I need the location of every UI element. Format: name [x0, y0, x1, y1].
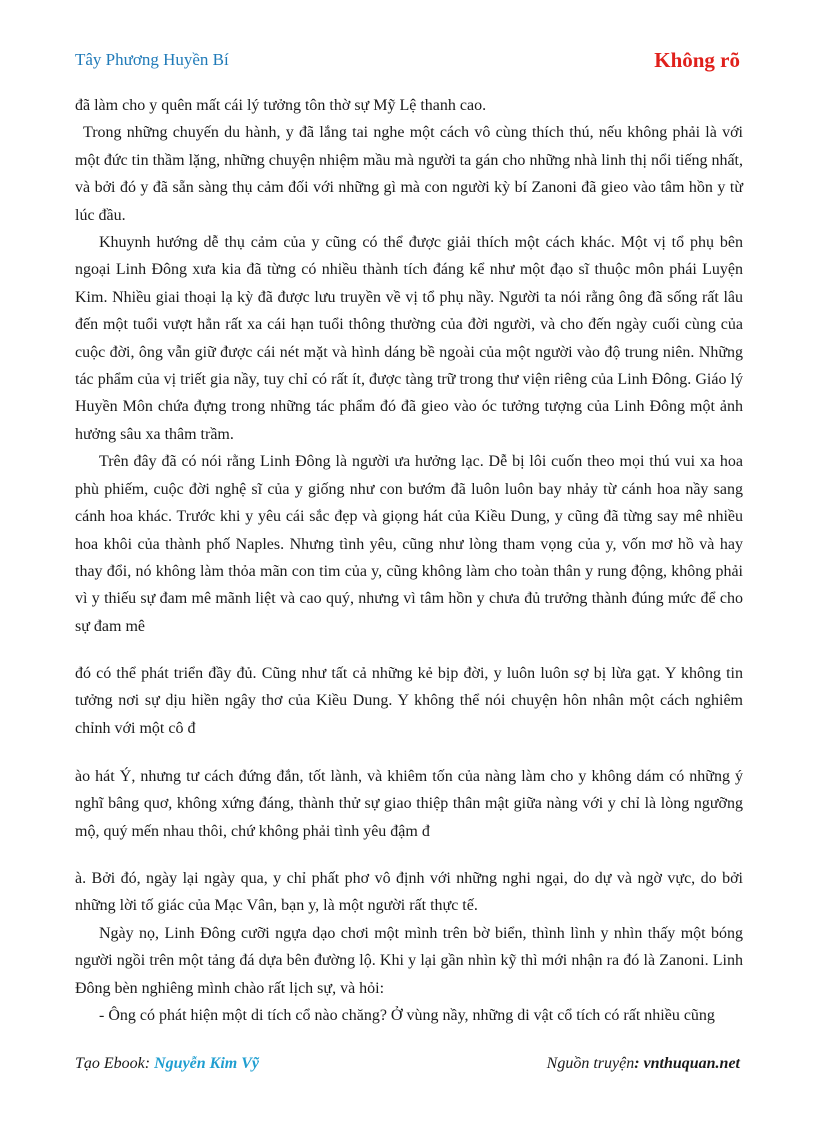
footer-source-label: Nguồn truyện	[546, 1055, 635, 1072]
paragraph: - Ông có phát hiện một di tích cổ nào chăng? Ở vùng nầy, những di vật cổ tích có rất nhiều cũng	[99, 1007, 715, 1025]
paragraph: à. Bởi đó, ngày lại ngày qua, y chỉ phất phơ vô định với những nghi ngại, do dự và ngờ vực, do bởi những lời tố giác của Mạc Vân, bạn y, là một người rất thực tế.	[75, 870, 743, 915]
paragraph: Trong những chuyến du hành, y đã lắng tai nghe một cách vô cùng thích thú, nếu không phải là với một đức tin thầm lặng, những chuyện nhiệm mầu mà người ta gán cho những nhà linh thị nổi tiếng nhất, và bởi đó y đã sẵn sàng thụ cảm đối với những gì mà con người kỳ bí Zanoni đã gieo vào tâm hồn y từ lúc đầu.	[75, 124, 743, 224]
paragraph: đó có thể phát triển đầy đủ. Cũng như tất cả những kẻ bịp đời, y luôn luôn sợ bị lừa gạt. Y không tin tưởng nơi sự dịu hiền ngây thơ của Kiều Dung. Y không thể nói chuyện hôn nhân một cách nghiêm chỉnh với một cô đ	[75, 665, 743, 737]
footer-separator: :	[634, 1055, 644, 1072]
paragraph: ào hát Ý, nhưng tư cách đứng đắn, tốt lành, và khiêm tốn của nàng làm cho y không dám có những ý nghĩ bâng quơ, không xứng đáng, thành thử sự giao thiệp thân mật giữa nàng với y chỉ là lòng ngưỡng mộ, quý mến nhau thôi, chứ không phải tình yêu đậm đ	[75, 768, 743, 840]
footer-ebook-label: Tạo Ebook	[75, 1055, 145, 1072]
footer-ebook-credit	[75, 1055, 259, 1073]
footer-ebook-author: Nguyễn Kim Vỹ	[154, 1055, 259, 1072]
paragraph: đã làm cho y quên mất cái lý tưởng tôn thờ sự Mỹ Lệ thanh cao.	[75, 97, 487, 114]
footer-source-credit	[547, 1055, 740, 1073]
footer-source-site: vnthuquan.net	[643, 1055, 740, 1072]
text-block-2	[75, 660, 743, 742]
footer-separator: :	[144, 1055, 155, 1072]
book-title: Tây Phương Huyền Bí	[75, 50, 229, 69]
book-author: Không rõ	[654, 48, 740, 72]
text-block-4	[75, 865, 743, 1029]
paragraph: Ngày nọ, Linh Đông cưỡi ngựa dạo chơi một mình trên bờ biển, thình lình y nhìn thấy một bóng người ngồi trên một tảng đá dựa bên đường lộ. Khi y lại gần nhìn kỹ thì mới nhận ra đó là Zanoni. Linh Đông bèn nghiêng mình chào rất lịch sự, và hỏi:	[75, 924, 743, 997]
paragraph: Trên đây đã có nói rằng Linh Đông là người ưa hưởng lạc. Dễ bị lôi cuốn theo mọi thú vui xa hoa phù phiếm, cuộc đời nghệ sĩ của y giống như con bướm đã luôn luôn bay nhảy từ cánh hoa nầy sang cánh hoa khác. Trước khi y yêu cái sắc đẹp và giọng hát của Kiều Dung, y cũng đã từng say mê nhiều hoa khôi của thành phố Naples. Nhưng tình yêu, cũng như lòng tham vọng của y, vốn mơ hồ và hay thay đổi, nó không làm thỏa mãn con tim của y, cũng không làm cho toàn thân y rung động, không phải vì y thiếu sự đam mê mãnh liệt và cao quý, nhưng vì tâm hồn y chưa đủ trưởng thành đúng mức để cho sự đam mê	[75, 453, 743, 635]
text-block-3	[75, 763, 743, 845]
paragraph: Khuynh hướng dễ thụ cảm của y cũng có thể được giải thích một cách khác. Một vị tổ phụ bên ngoại Linh Đông xưa kia đã từng có nhiều thành tích đáng kể như một đạo sĩ thuộc môn phái Luyện Kim. Nhiều giai thoại lạ kỳ đã được lưu truyền về vị tổ phụ nầy. Người ta nói rằng ông đã sống rất lâu đến một tuổi vượt hẳn rất xa cái hạn tuổi thông thường của đời người, và cho đến ngày cuối cùng của cuộc đời, ông vẫn giữ được cái nét mặt và hình dáng bề ngoài của một người vào độ trung niên. Những tác phẩm của vị triết gia nầy, tuy chỉ có rất ít, được tàng trữ trong thư viện riêng của Linh Đông. Giáo lý Huyền Môn chứa đựng trong những tác phẩm đó đã gieo vào óc tưởng tượng của Linh Đông một ảnh hưởng sâu xa thâm trầm.	[75, 234, 743, 443]
text-block-1	[75, 92, 743, 640]
